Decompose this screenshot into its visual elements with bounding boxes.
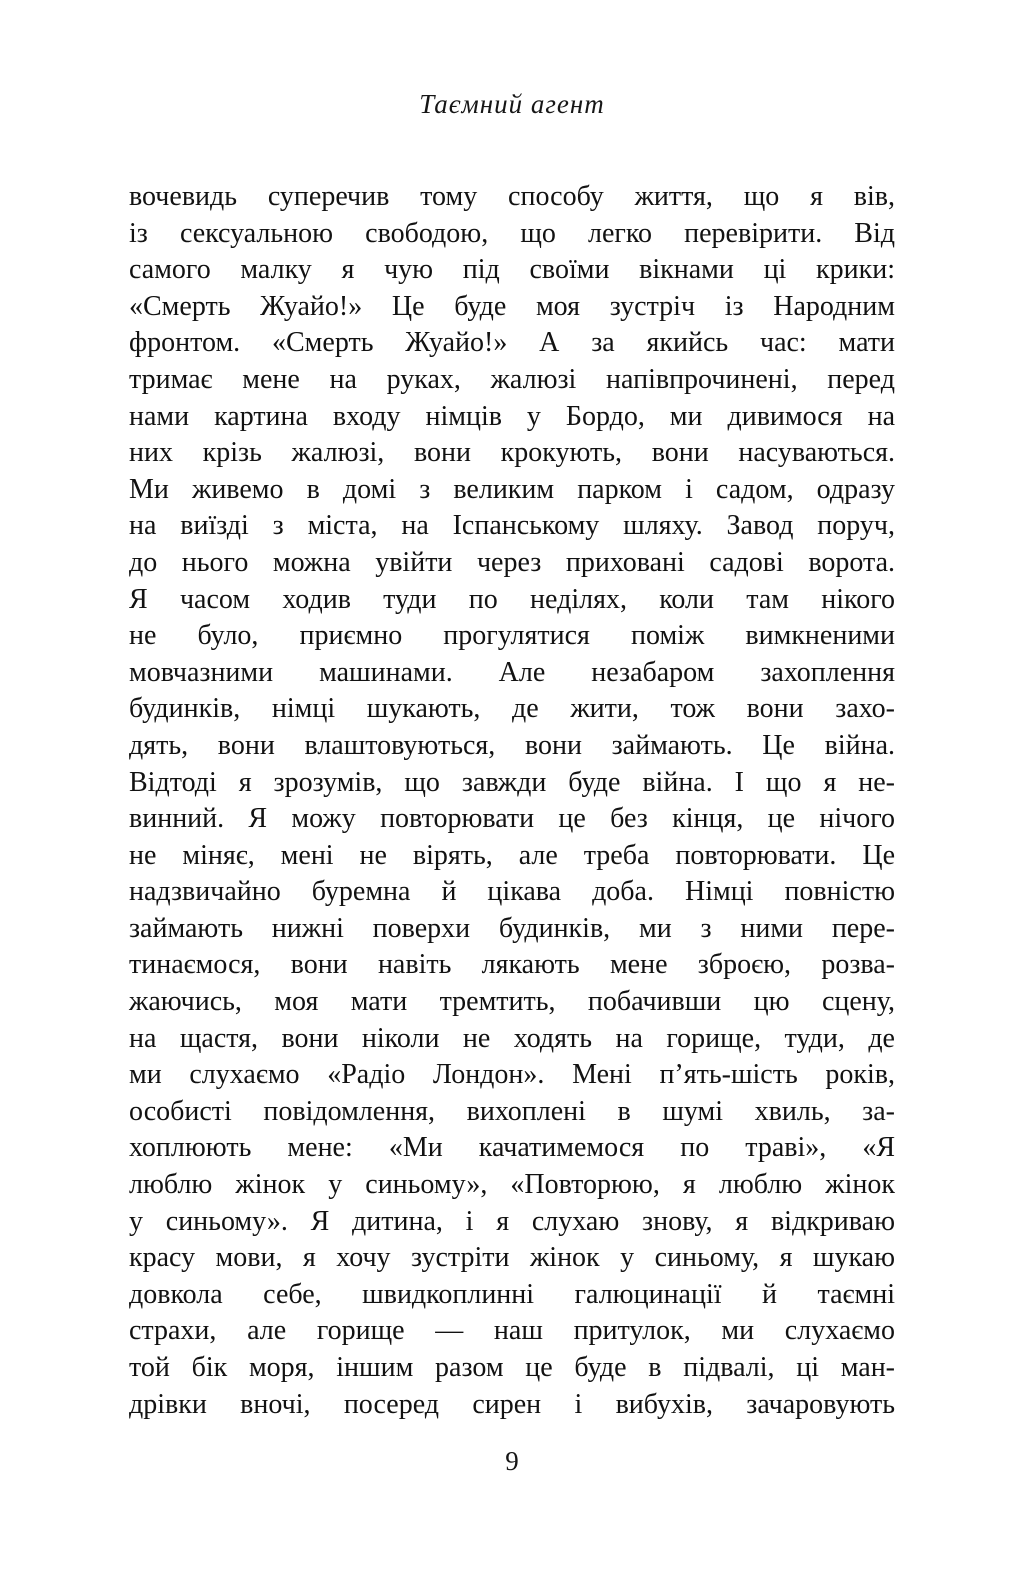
text-line: вочевидь суперечив тому способу життя, що я вів, <box>129 181 895 212</box>
text-line: будинків, німці шукають, де жити, тож вони захо- <box>129 693 895 725</box>
text-line: «Смерть Жуайо!» Це буде моя зустріч із Народним <box>129 290 895 322</box>
text-line: красу мови, я хочу зустріти жінок у синьому, я шукаю <box>129 1242 895 1274</box>
text-line: із сексуальною свободою, що легко перевірити. Від <box>129 217 895 249</box>
text-line: Ми живемо в домі з великим парком і садом, одразу <box>129 473 895 505</box>
text-line: на виїзді з міста, на Іспанському шляху. Завод поруч, <box>129 510 895 542</box>
text-line: той бік моря, іншим разом це буде в підвалі, ці ман- <box>129 1352 895 1383</box>
text-line: люблю жінок у синьому», «Повторюю, я люблю жінок <box>129 1169 895 1201</box>
text-line: винний. Я можу повторювати це без кінця, це нічого <box>129 803 895 835</box>
text-line: нами картина входу німців у Бордо, ми дивимося на <box>129 400 895 432</box>
text-line: особисті повідомлення, вихоплені в шумі хвиль, за- <box>129 1095 895 1127</box>
text-line: не було, приємно прогулятися поміж вимкненими <box>129 620 895 652</box>
text-line: до нього можна увійти через приховані садові ворота. <box>129 546 895 578</box>
text-line: дрівки вночі, посеред сирен і вибухів, зачаровують <box>129 1388 895 1420</box>
text-line: тинаємося, вони навіть лякають мене зброєю, розва- <box>129 949 895 981</box>
text-line: жаючись, моя мати тремтить, побачивши цю сцену, <box>129 986 895 1018</box>
text-line: хоплюють мене: «Ми качатимемося по траві», «Я <box>129 1132 895 1164</box>
text-line: них крізь жалюзі, вони крокують, вони насуваються. <box>129 437 895 469</box>
running-head-title: Таємний агент <box>419 89 605 119</box>
text-line: займають нижні поверхи будинків, ми з ними пере- <box>129 912 895 944</box>
body-text <box>129 179 895 1423</box>
text-line: Я часом ходив туди по неділях, коли там нікого <box>129 583 895 615</box>
text-line: страхи, але горище — наш притулок, ми слухаємо <box>129 1315 895 1347</box>
text-line: на щастя, вони ніколи не ходять на горище, туди, де <box>129 1022 895 1054</box>
text-line: самого малку я чую під своїми вікнами ці крики: <box>129 254 895 286</box>
text-line: у синьому». Я дитина, і я слухаю знову, я відкриваю <box>129 1205 895 1237</box>
text-line: ми слухаємо «Радіо Лондон». Мені п’ять-шість років, <box>129 1059 895 1091</box>
text-line: довкола себе, швидкоплинні галюцинації й таємні <box>129 1278 895 1310</box>
text-line: Відтоді я зрозумів, що завжди буде війна. І що я не- <box>129 766 895 798</box>
page-number: 9 <box>505 1446 519 1477</box>
text-line: не міняє, мені не вірять, але треба повторювати. Це <box>129 839 895 871</box>
text-line: тримає мене на руках, жалюзі напівпрочинені, перед <box>129 363 895 395</box>
text-line: мовчазними машинами. Але незабаром захоплення <box>129 656 895 688</box>
text-line: фронтом. «Смерть Жуайо!» А за якийсь час: мати <box>129 327 895 359</box>
text-line: надзвичайно буремна й цікава доба. Німці повністю <box>129 876 895 908</box>
text-line: дять, вони влаштовуються, вони займають. Це війна. <box>129 729 895 761</box>
